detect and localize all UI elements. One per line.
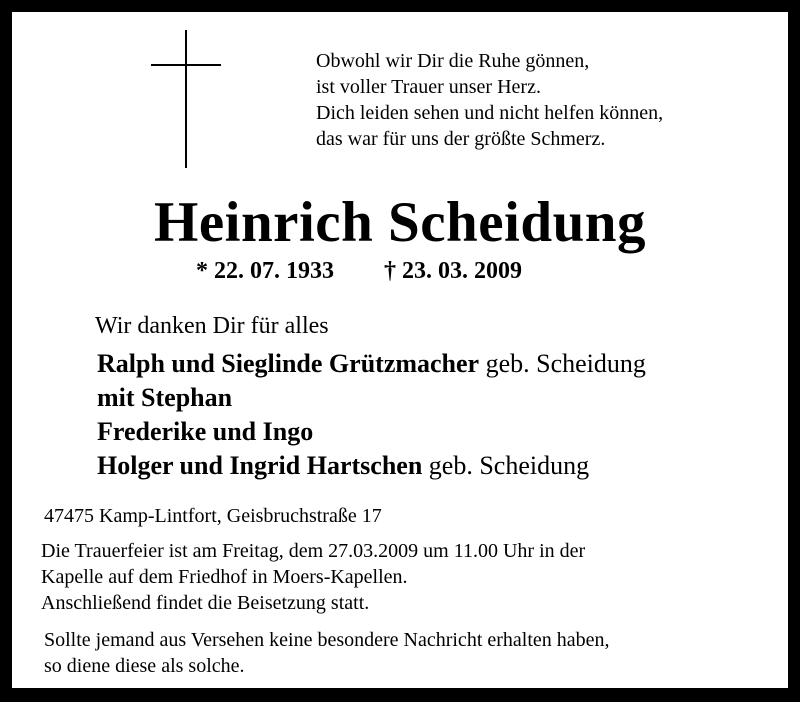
mourner-row (97, 449, 646, 483)
mourner-row (97, 347, 646, 381)
funeral-service-info (41, 538, 585, 616)
cross-horizontal-bar (151, 64, 221, 66)
verse-line: das war für uns der größte Schmerz. (316, 128, 606, 150)
cross-vertical-bar (185, 30, 187, 168)
family-address: 47475 Kamp-Lintfort, Geisbruchstraße 17 (44, 505, 382, 527)
verse-line: ist voller Trauer unser Herz. (316, 76, 541, 98)
life-dates (196, 256, 522, 286)
mourner-name: Ralph und Sieglinde Grützmacher (97, 349, 480, 378)
mourner-note: geb. Scheidung (479, 349, 646, 378)
verse-line: Obwohl wir Dir die Ruhe gönnen, (316, 50, 590, 72)
notice-text (44, 627, 610, 679)
mourner-note: geb. Scheidung (422, 451, 590, 480)
mourner-row (97, 381, 646, 415)
mourners-list (97, 347, 646, 483)
death-date: † 23. 03. 2009 (384, 258, 522, 284)
service-line: Die Trauerfeier ist am Freitag, dem 27.03.2009 um 11.00 Uhr in der (41, 540, 586, 562)
verse-line: Dich leiden sehen und nicht helfen können, (316, 102, 664, 124)
deceased-name: Heinrich Scheidung (154, 191, 646, 254)
birth-date: * 22. 07. 1933 (196, 258, 334, 284)
notice-line: so diene diese als solche. (44, 655, 245, 677)
mourner-name: mit Stephan (97, 383, 233, 412)
thanks-line: Wir danken Dir für alles (95, 313, 329, 339)
mourner-name: Holger und Ingrid Hartschen (97, 451, 423, 480)
memorial-verse (316, 48, 663, 152)
service-line: Kapelle auf dem Friedhof in Moers-Kapellen. (41, 566, 408, 588)
mourner-name: Frederike und Ingo (97, 417, 314, 446)
mourner-row (97, 415, 646, 449)
notice-line: Sollte jemand aus Versehen keine besondere Nachricht erhalten haben, (44, 629, 610, 651)
service-line: Anschließend findet die Beisetzung statt. (41, 592, 370, 614)
